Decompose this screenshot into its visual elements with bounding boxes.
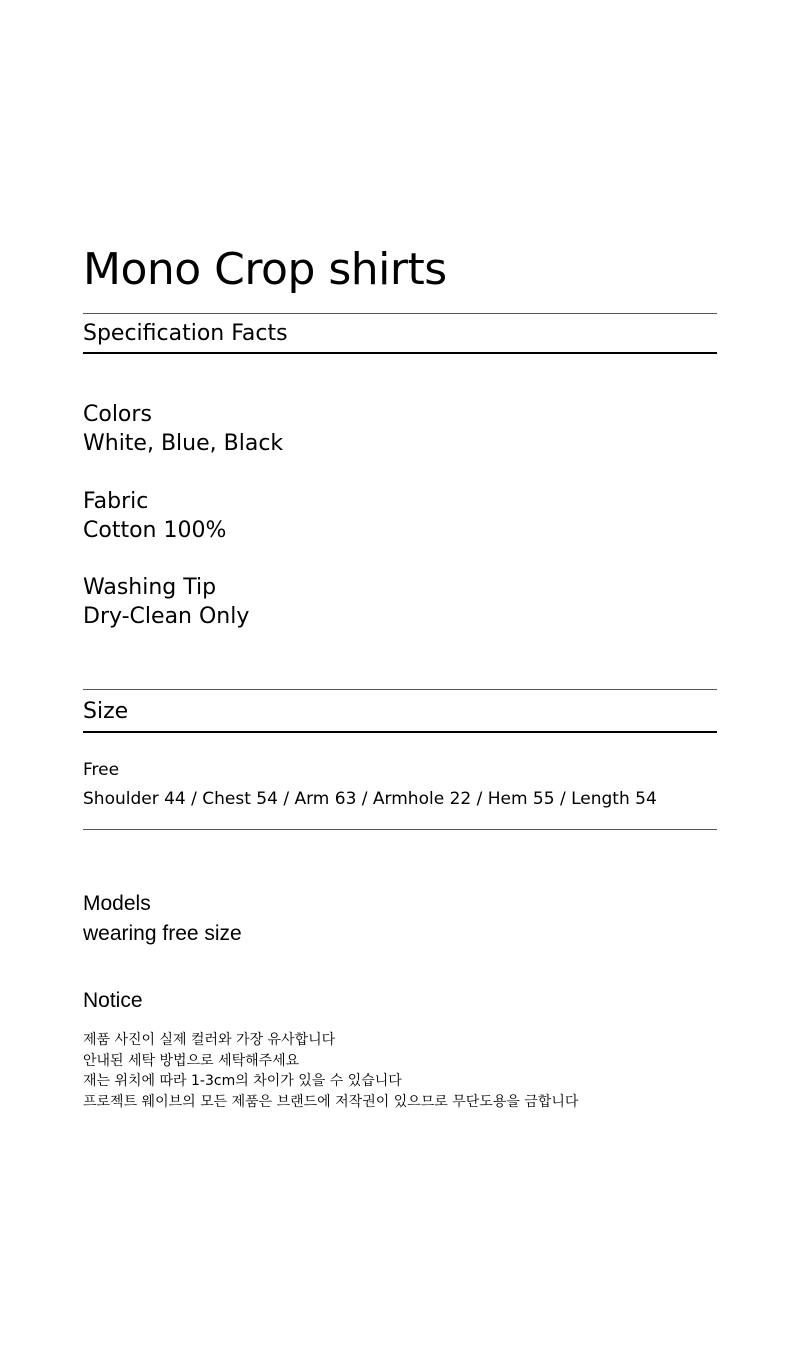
notice-line: 재는 위치에 따라 1-3cm의 차이가 있을 수 있습니다 <box>83 1073 402 1089</box>
models-text: wearing free size <box>83 922 242 945</box>
notice-line: 안내된 세탁 방법으로 세탁해주세요 <box>83 1053 300 1069</box>
spec-label-colors: Colors <box>83 402 152 427</box>
specification-heading: Specification Facts <box>83 321 288 346</box>
size-heading: Size <box>83 699 129 724</box>
notice-line: 프로젝트 웨이브의 모든 제품은 브랜드에 저작권이 있으므로 무단도용을 금합니다 <box>83 1094 579 1110</box>
size-bottom-divider <box>83 829 717 830</box>
size-top-divider <box>83 689 717 690</box>
title-divider <box>83 313 717 314</box>
spec-label-fabric: Fabric <box>83 489 149 514</box>
spec-value-washing-tip: Dry-Clean Only <box>83 604 250 629</box>
size-name: Free <box>83 760 120 780</box>
specification-divider <box>83 352 717 354</box>
notice-heading: Notice <box>83 989 143 1012</box>
spec-value-fabric: Cotton 100% <box>83 518 227 543</box>
size-divider <box>83 731 717 733</box>
notice-line: 제품 사진이 실제 컬러와 가장 유사합니다 <box>83 1032 336 1048</box>
size-dimensions: Shoulder 44 / Chest 54 / Arm 63 / Armhole 22 / Hem 55 / Length 54 <box>83 789 657 809</box>
product-title: Mono Crop shirts <box>83 244 447 295</box>
spec-label-washing-tip: Washing Tip <box>83 575 217 600</box>
spec-value-colors: White, Blue, Black <box>83 431 284 456</box>
models-heading: Models <box>83 892 151 915</box>
